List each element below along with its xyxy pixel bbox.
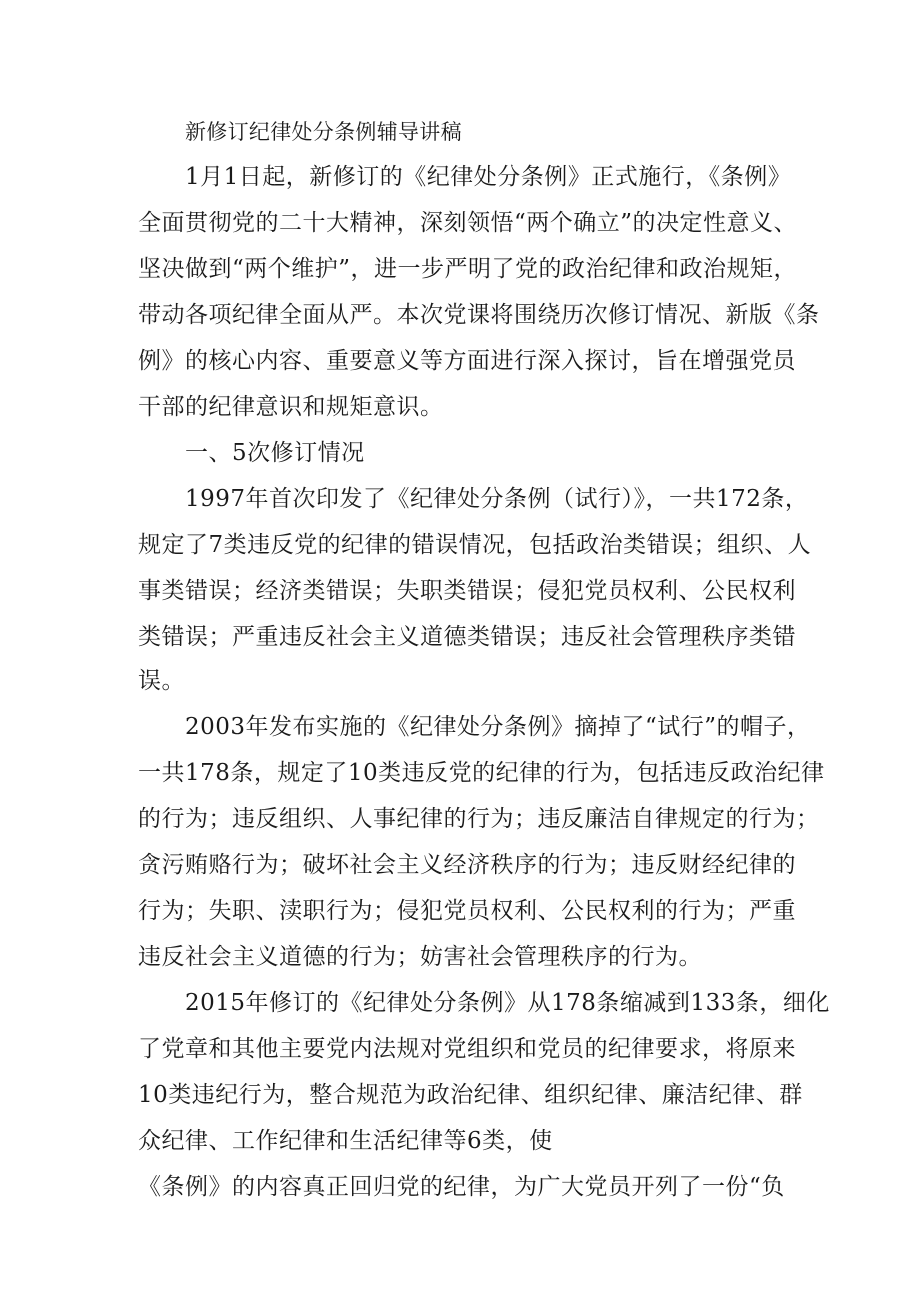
text-line: 一共178条，规定了10类违反党的纪律的行为，包括违反政治纪律 (138, 760, 825, 786)
text-line: 干部的纪律意识和规矩意识。 (138, 394, 444, 420)
text-line: 10类违纪行为，整合规范为政治纪律、组织纪律、廉洁纪律、群 (138, 1082, 803, 1108)
document-title: 新修订纪律处分条例辅导讲稿 (185, 120, 462, 144)
text-line: 2015年修订的《纪律处分条例》从178条缩减到133条，细化 (185, 990, 830, 1016)
text-line: 误。 (138, 668, 185, 694)
text-line: 众纪律、工作纪律和生活纪律等6类，使 (138, 1128, 553, 1154)
text-line: 行为；失职、渎职行为；侵犯党员权利、公民权利的行为；严重 (138, 898, 796, 924)
section-heading: 一、5次修订情况 (185, 440, 365, 466)
text-line: 规定了7类违反党的纪律的错误情况，包括政治类错误；组织、人 (138, 532, 812, 558)
text-line: 带动各项纪律全面从严。本次党课将围绕历次修订情况、新版《条 (138, 302, 820, 328)
text-line: 类错误；严重违反社会主义道德类错误；违反社会管理秩序类错 (138, 624, 796, 650)
text-line: 违反社会主义道德的行为；妨害社会管理秩序的行为。 (138, 944, 702, 970)
text-line: 1月1日起，新修订的《纪律处分条例》正式施行，《条例》 (185, 164, 792, 190)
text-line: 全面贯彻党的二十大精神，深刻领悟“两个确立”的决定性意义、 (138, 210, 798, 236)
text-line: 《条例》的内容真正回归党的纪律，为广大党员开列了一份“负 (138, 1174, 785, 1200)
text-line: 事类错误；经济类错误；失职类错误；侵犯党员权利、公民权利 (138, 578, 796, 604)
text-line: 的行为；违反组织、人事纪律的行为；违反廉洁自律规定的行为； (138, 806, 820, 832)
text-line: 例》的核心内容、重要意义等方面进行深入探讨，旨在增强党员 (138, 348, 796, 374)
text-line: 坚决做到“两个维护”，进一步严明了党的政治纪律和政治规矩， (138, 256, 798, 282)
text-line: 贪污贿赂行为；破坏社会主义经济秩序的行为；违反财经纪律的 (138, 852, 796, 878)
text-line: 了党章和其他主要党内法规对党组织和党员的纪律要求，将原来 (138, 1036, 796, 1062)
text-line: 1997年首次印发了《纪律处分条例（试行）》，一共172条， (185, 486, 809, 512)
text-line: 2003年发布实施的《纪律处分条例》摘掉了“试行”的帽子， (185, 714, 811, 740)
